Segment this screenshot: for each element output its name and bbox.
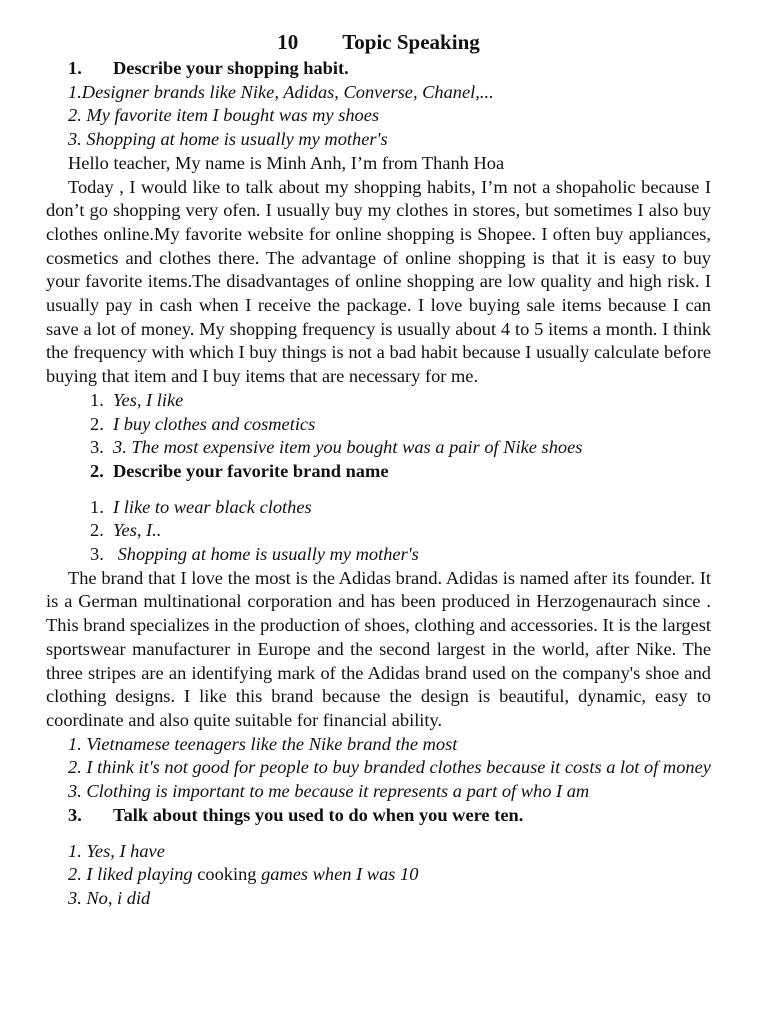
list-item-number: 1.	[90, 389, 104, 410]
answer-part: cooking	[192, 864, 262, 885]
section1-heading	[46, 57, 711, 81]
section2-answer-3: 3. Clothing is important to me because it represents a part of who I am	[68, 781, 590, 802]
section3-heading	[46, 804, 711, 828]
spacer	[46, 484, 711, 496]
list-item	[90, 436, 711, 460]
answer-part: games when I was 10	[261, 864, 419, 885]
section2-answer-1: 1. Vietnamese teenagers like the Nike brand the most	[68, 733, 458, 754]
section1-number: 1.	[68, 58, 82, 78]
list-item	[90, 519, 711, 543]
list-item-text: Yes, I like	[113, 389, 184, 410]
section2-number: 2.	[90, 460, 104, 481]
section1-heading-text: Describe your shopping habit.	[113, 58, 349, 78]
section1-answer-1: 1.Designer brands like Nike, Adidas, Converse, Chanel,...	[68, 81, 494, 102]
answer-part: 2. I liked playing	[68, 864, 193, 885]
list-item-text: Yes, I..	[113, 520, 162, 541]
section2-heading	[46, 460, 711, 484]
section3-answer-3: 3. No, i did	[68, 887, 151, 908]
section1-greeting: Hello teacher, My name is Minh Anh, I’m from Thanh Hoa	[68, 152, 505, 173]
list-item-text: I buy clothes and cosmetics	[113, 413, 316, 434]
list-item	[90, 389, 711, 413]
title-number: 10	[277, 30, 299, 54]
list-item-number: 2.	[90, 520, 104, 541]
list-item-text: I like to wear black clothes	[113, 496, 312, 517]
spacer	[46, 828, 711, 840]
section3-answer-1: 1. Yes, I have	[68, 840, 165, 861]
title-text: Topic Speaking	[342, 30, 480, 54]
section3-heading-text: Talk about things you used to do when you were ten.	[113, 804, 524, 825]
section1-paragraph: Today , I would like to talk about my shopping habits, I’m not a shopaholic because I don’t go shopping very ofen. I usually buy my clothes in stores, but sometimes I also buy clothes online.My favorite website for online shopping is Shopee. I often buy appliances, cosmetics and clothes there. The advantage of online shopping is that it is easy to buy your favorite items.The disadvantages of online shopping are low quality and high risk. I usually pay in cash when I receive the package. I love buying sale items because I can save a lot of money. My shopping frequency is usually about 4 to 5 items a month. I think the frequency with which I buy things is not a bad habit because I usually calculate before buying that item and I buy items that are necessary for me.	[46, 176, 711, 387]
section1-answer-3: 3. Shopping at home is usually my mother's	[68, 129, 388, 150]
section2-list	[46, 496, 711, 567]
list-item-text: 3. The most expensive item you bought was a pair of Nike shoes	[113, 437, 583, 458]
list-item-number: 2.	[90, 413, 104, 434]
section2-answer-2: 2. I think it's not good for people to buy branded clothes because it costs a lot of money	[68, 757, 711, 778]
section2-paragraph: The brand that I love the most is the Adidas brand. Adidas is named after its founder. It is a German multinational corporation and has been produced in Herzogenaurach since . This brand specializes in the production of shoes, clothing and accessories. It is the largest sportswear manufacturer in Europe and the second largest in the world, after Nike. The three stripes are an identifying mark of the Adidas brand used on the company's shoe and clothing designs. I like this brand because the design is beautiful, dynamic, easy to coordinate and also quite suitable for financial ability.	[46, 567, 711, 730]
page-title	[46, 28, 711, 56]
list-item	[90, 413, 711, 437]
list-item-number: 3.	[90, 437, 104, 458]
section1-list	[46, 389, 711, 460]
section3-number: 3.	[68, 804, 82, 825]
list-item-text: Shopping at home is usually my mother's	[113, 544, 419, 565]
list-item-number: 1.	[90, 496, 104, 517]
section2-heading-text: Describe your favorite brand name	[113, 460, 389, 481]
list-item	[90, 496, 711, 520]
section1-answer-2: 2. My favorite item I bought was my shoes	[68, 105, 380, 126]
list-item	[90, 543, 711, 567]
section3-answer-2	[46, 863, 711, 887]
list-item-number: 3.	[90, 544, 104, 565]
